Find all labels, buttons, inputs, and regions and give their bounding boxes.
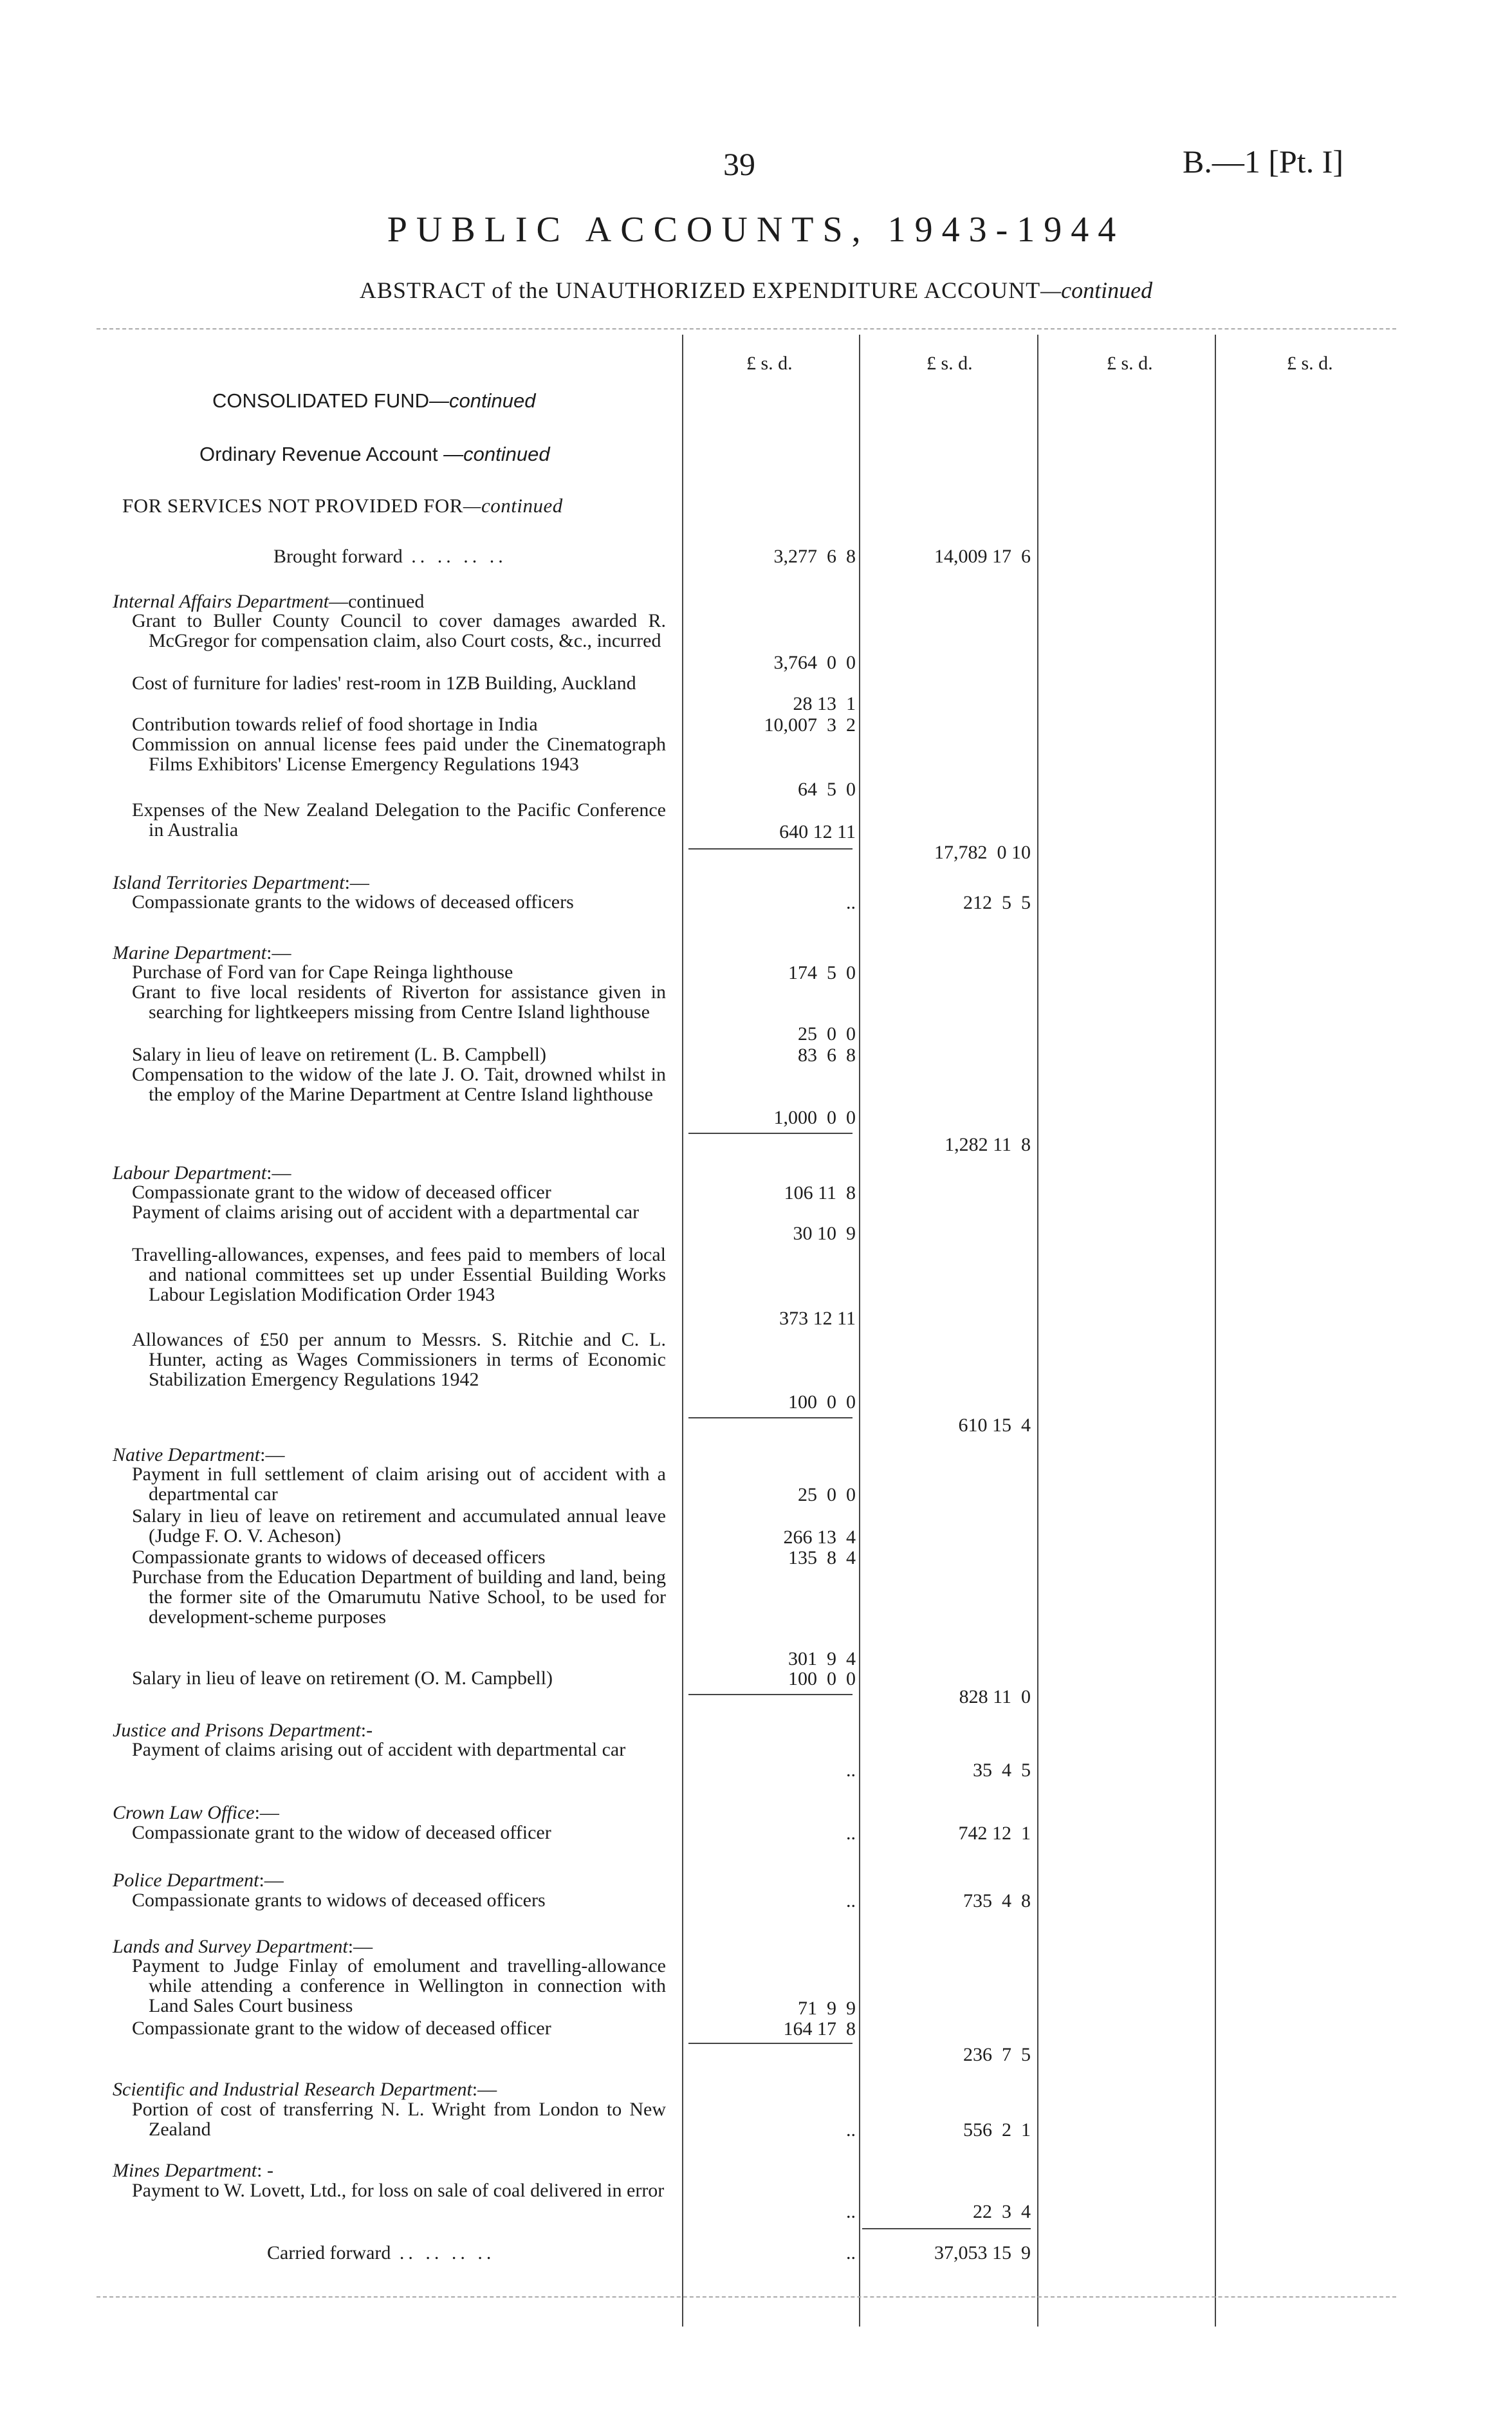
dept-suffix: —continued [329,591,425,612]
account-name: Ordinary Revenue Account [199,443,438,465]
item-amount: 100 0 0 [788,1391,856,1413]
table-bottom-rule [97,2296,1396,2298]
column-head-2: £ s. d. [927,353,973,374]
dept-name: Lands and Survey Department [113,1936,348,1957]
dept-total: 610 15 4 [958,1415,1031,1436]
item-amount: 30 10 9 [793,1223,856,1244]
dept-total: 236 7 5 [963,2044,1031,2065]
account-continued: —continued [438,443,550,465]
item-amount: .. [846,2119,856,2141]
dept-total: 22 3 4 [973,2201,1031,2222]
column-head-1: £ s. d. [746,353,793,374]
dept-heading [113,2079,497,2101]
dept-total: 742 12 1 [958,1823,1031,1844]
item-amount: .. [846,1823,856,1844]
list-item: Compassionate grant to the widow of deceased officer [132,2018,551,2039]
list-item: Commission on annual license fees paid under the Cinematograph Films Exhibitors' License Emergency Regulations 1943 [132,734,666,775]
fund-continued: —continued [429,389,536,412]
item-amount: 373 12 11 [779,1308,856,1329]
dept-suffix: :- [360,1720,373,1741]
list-item: Portion of cost of transferring N. L. Wright from London to New Zealand [132,2099,666,2140]
item-amount: .. [846,1760,856,1781]
column-divider-4 [1215,335,1216,2327]
list-item: Compassionate grant to the widow of deceased officer [132,1182,551,1203]
dept-suffix: :— [347,1936,373,1957]
carried-forward-col2: 37,053 15 9 [934,2242,1031,2263]
subtotal-rule [688,1417,853,1418]
item-amount: 25 0 0 [798,1023,856,1045]
list-item: Compassionate grant to the widow of deceased officer [132,1822,551,1843]
dept-name: Police Department [113,1870,259,1891]
dept-heading [113,1444,284,1466]
column-divider-1 [682,335,683,2327]
column-head-4: £ s. d. [1287,353,1333,374]
list-item: Payment in full settlement of claim arising out of accident with a departmental car [132,1463,666,1505]
item-amount: .. [846,2201,856,2222]
dept-heading [113,1936,373,1958]
item-amount: 71 9 9 [798,1998,856,2019]
dept-suffix: :— [260,1444,285,1465]
carried-forward-col1: .. [846,2242,856,2263]
item-amount: 10,007 3 2 [764,714,856,736]
page-title: PUBLIC ACCOUNTS, 1943-1944 [387,210,1125,250]
dept-name: Marine Department [113,942,267,963]
dept-suffix: :— [472,2079,497,2100]
list-item: Grant to five local residents of Riverton for assistance given in searching for lightkeepers missing from Centre Island lighthouse [132,981,666,1023]
column-divider-3 [1037,335,1038,2327]
dept-suffix: :— [266,942,291,963]
dept-heading [113,1162,291,1184]
subtotal-rule [688,1133,853,1134]
services-continued: —continued [463,494,563,517]
brought-forward-col1: 3,277 6 8 [773,546,856,567]
list-item: Salary in lieu of leave on retirement and accumulated annual leave (Judge F. O. V. Acheson) [132,1505,666,1547]
list-item: Compassionate grants to widows of deceased officers [132,1890,546,1911]
item-amount: 1,000 0 0 [773,1107,856,1128]
list-item: Payment of claims arising out of accident with a departmental car [132,1202,640,1223]
subtotal-rule [688,1694,853,1695]
brought-forward-text: Brought forward [273,546,403,567]
subtotal-rule [688,848,853,850]
document-reference: B.—1 [Pt. I] [1183,144,1343,180]
item-amount: 164 17 8 [783,2018,856,2039]
list-item: Payment of claims arising out of accident with departmental car [132,1739,626,1760]
dept-heading [113,1870,284,1891]
account-heading [199,443,550,466]
dept-name: Mines Department [113,2160,257,2181]
dept-total: 17,782 0 10 [934,842,1031,863]
subtitle-continued: —continued [1040,277,1153,303]
dept-heading [113,942,291,964]
dept-total: 1,282 11 8 [945,1134,1031,1155]
dept-total: 556 2 1 [963,2119,1031,2141]
list-item: Cost of furniture for ladies' rest-room in 1ZB Building, Auckland [132,673,636,694]
services-heading [122,494,563,517]
fund-name: CONSOLIDATED FUND [212,389,430,412]
dept-heading [113,2160,273,2182]
list-item: Salary in lieu of leave on retirement (O. M. Campbell) [132,1668,553,1689]
carried-forward-label: Carried forward .. .. .. .. [267,2242,495,2263]
dept-heading [113,591,424,613]
dept-total: 828 11 0 [959,1686,1031,1707]
dept-suffix: :— [259,1870,284,1891]
dept-name: Native Department [113,1444,261,1465]
carried-forward-text: Carried forward [267,2242,391,2263]
dept-name: Internal Affairs Department [113,591,329,612]
list-item: Compassionate grants to the widows of deceased officers [132,891,574,913]
list-item: Grant to Buller County Council to cover damages awarded R. McGregor for compensation claim, also Court costs, &c., incurred [132,610,666,651]
list-item: Contribution towards relief of food shortage in India [132,714,538,735]
dept-name: Scientific and Industrial Research Department [113,2079,472,2100]
item-amount: 106 11 8 [784,1182,856,1203]
item-amount: 25 0 0 [798,1484,856,1505]
column-head-3: £ s. d. [1107,353,1153,374]
item-amount: 100 0 0 [788,1668,856,1689]
dept-name: Crown Law Office [113,1802,255,1823]
dept-total: 735 4 8 [963,1890,1031,1911]
dept-heading [113,1720,373,1742]
dept-heading [113,872,369,894]
services-name: FOR SERVICES NOT PROVIDED FOR [122,494,463,517]
dept-suffix: :— [266,1162,291,1184]
dept-name: Justice and Prisons Department [113,1720,361,1741]
brought-forward-col2: 14,009 17 6 [934,546,1031,567]
subtotal-rule [688,2043,853,2044]
list-item: Payment to Judge Finlay of emolument and travelling-allowance while attending a conference in Wellington in connection with Land Sales Court business [132,1955,666,2016]
list-item: Compensation to the widow of the late J. O. Tait, drowned whilst in the employ of the Marine Department at Centre Island lighthouse [132,1064,666,1105]
table-top-rule [97,328,1396,330]
fund-heading [212,389,535,413]
list-item: Salary in lieu of leave on retirement (L. B. Campbell) [132,1044,546,1065]
item-amount: .. [846,892,856,913]
list-item: Allowances of £50 per annum to Messrs. S. Ritchie and C. L. Hunter, acting as Wages Commissioners in terms of Economic Stabilization Emergency Regulations 1942 [132,1329,666,1390]
brought-forward-label: Brought forward .. .. .. .. [273,546,507,567]
dept-total: 212 5 5 [963,892,1031,913]
item-amount: 301 9 4 [788,1648,856,1669]
item-amount: 28 13 1 [793,693,856,714]
dept-heading [113,1802,279,1824]
page-subtitle [0,277,1512,304]
subtitle-main: ABSTRACT of the UNAUTHORIZED EXPENDITURE ACCOUNT [359,277,1041,303]
item-amount: 135 8 4 [788,1547,856,1568]
item-amount: 64 5 0 [798,779,856,800]
item-amount: 174 5 0 [788,962,856,983]
item-amount: 266 13 4 [783,1527,856,1548]
total-rule [862,2228,1031,2229]
dept-total: 35 4 5 [973,1760,1031,1781]
item-amount: 640 12 11 [779,821,856,842]
list-item: Compassionate grants to widows of deceased officers [132,1547,546,1568]
dept-suffix: :— [254,1802,279,1823]
column-divider-2 [859,335,860,2327]
dept-suffix: : - [257,2160,273,2181]
list-item: Purchase from the Education Department of building and land, being the former site of the Omarumutu Native School, to be used for development-scheme purposes [132,1566,666,1628]
list-item: Travelling-allowances, expenses, and fees paid to members of local and national committees set up under Essential Building Works Labour Legislation Modification Order 1943 [132,1244,666,1305]
list-item: Expenses of the New Zealand Delegation to the Pacific Conference in Australia [132,799,666,841]
dept-name: Labour Department [113,1162,267,1184]
dept-name: Island Territories Department [113,872,345,893]
list-item: Purchase of Ford van for Cape Reinga lighthouse [132,962,513,983]
page-number: 39 [723,146,755,182]
item-amount: 3,764 0 0 [773,652,856,673]
list-item: Payment to W. Lovett, Ltd., for loss on sale of coal delivered in error [132,2180,665,2201]
item-amount: 83 6 8 [798,1045,856,1066]
dept-suffix: :— [344,872,369,893]
item-amount: .. [846,1890,856,1911]
